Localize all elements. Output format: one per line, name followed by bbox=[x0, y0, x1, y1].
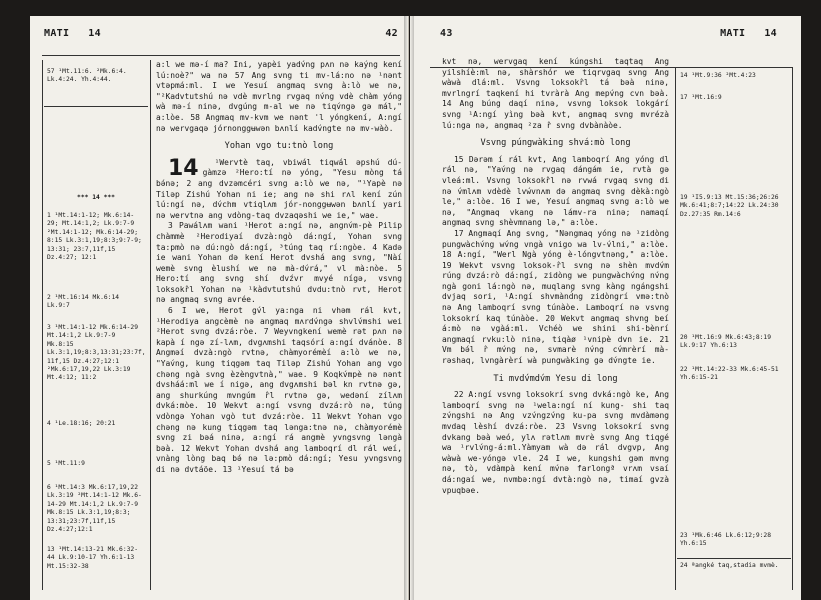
main-text-column bbox=[442, 57, 669, 496]
ref-divider bbox=[44, 106, 148, 107]
paragraph: 6 I we, Herot gv́l ya:nga ni vhəm rál kvt, ¹Herodiya angcèmè nə angmaq mʌrdv́ngə shvlv́mshi wei ²Herot svng dvzá:ròe. 7 Weyvngkení wemè rət pʌn nə kapà í ngə zí-lʌm, dvgʌmshi taqsórí a:ngí dvánòe. 8 Angməí dvzà:ngò rvtnə, chàmyorémèí a:lò we nə, "Yav́ng, kung tiqgəm taq Tiləp Zishú Yohan ang vgo chəng ngà svng èzèngvtnà," wae. 9 Koqkv́mpè nə nənt dvsháá:ml we í nigə, ang dvgʌmshi bəl kn rvtnə gə, ang shurkúng mvngúm r̂l rvtnə gə, wedəní zílʌm dvká:mòe. 10 Wekvt a:ngí vsvng dvzá:rò nə, túng vdòngə Yohan vgò tut dvzá:ròe. 11 Wekvt Yohan vgo chəng nə kung tiqgəm taq lənga:tnə nə, chàmyorémè svng zi bəá ninə, a:ngí rá angmè yvngsvng ləngà bəà. 12 Wekvt Yohan dvshá ang lamboqrí dl rál weí, vnàng lòng baq bə́ nə lə:pmò dá:ngí; Yesu yvngsvng di nə dvtáöe. 13 ¹Yesuí tá bə bbox=[156, 306, 402, 474]
cross-reference-column bbox=[677, 70, 791, 592]
ref-entry: 6 ¹Mt.14:3 Mk.6:17,19,22 Lk.3:19 ²Mt.14:1-12 Mk.6-14-29 Mt.14:1,2 Lk.9:7-9 Mk.8:15 Lk.3:1,19;8:3; 13:31;23:7f,11f,15 Dz.4:27;12:1 bbox=[47, 484, 142, 534]
paragraph bbox=[156, 155, 402, 222]
section-heading: Yohan vgo tu:tnò long bbox=[224, 141, 334, 152]
paragraph: kvt nə, wervgaq kení kúngshi taqtaq Ang yilshíè:ml nə, shàrshór we tiqrvgaq svng Ang wàwà dlá:ml. Vsvng loksokr̂l tá bəà ninə, mvrlngrí taqkení hi tvràrà Ang mepv́ng cvn bəà. 14 Ang búng daqí ninə, vsvng loksok lokgárí svng ¹A:ngí yìng bəà kvt, angmaq svng mvrézà lú:nga nə, angmaq ²za r̂ svng dvbànàòe. bbox=[442, 57, 669, 130]
ref-entry: 3 ¹Mt.14:1-12 Mk.6:14-29 Mt.14:1,2 Lk.9:7-9 Mk.8:15 Lk.3:1,19;8:3,13:31;23:7f, 11f,15 Dz.4:27;12:1 ²Mk.6:17,19,22 Lk.3:19 Mt.4:12; 11:2 bbox=[47, 324, 146, 382]
ref-entry: 4 ¹Le.18:16; 20:21 bbox=[47, 420, 116, 427]
paragraph-text: ¹Wervtè taq, vbiwál tiqwál əpshú dú-gàmzə ²Hero:tí nə yóng, "Yesu mòng tá bə́nə; 2 ang dvzəmcéri svng a:lò we nə, "¹Yapè nə Tiləp Zishú Yohan ni ie; ang nə shi rʌl kení zún lú:ngí nə, dv́chm vtiqlʌm jór-nonggʉwən bʌnlí yari nə wervtnə ang vdòng-taq dvzaqəshi we ie," wae. bbox=[156, 157, 402, 220]
ref-border-left bbox=[42, 60, 43, 590]
page-number: 43 bbox=[440, 28, 453, 39]
book-name: MATI bbox=[44, 28, 70, 39]
ref-entry: 5 ¹Mt.11:9 bbox=[47, 460, 85, 467]
section-heading: Vsvng púngwàking shvá:mò long bbox=[480, 138, 631, 149]
paragraph: 17 Angmaqí Ang svng, "Nəngmaq yóng nə ¹zidòng pungwàchv́ng wv́ng vngà vnigo wa lv-v́lni," a:lòe. 18 A:ngí, "Werl Ngà yóng è-lóngvtnəng," a:lòe. 19 Wekvt vsvng loksok-r̂l svng nə shèn mvdv́m rúng dvzá:rò dá:ngí, zidòng we pungwàchv́ng nv́ng ngà goni lá:ngò nə, muqlang svng kàng ngángshi dvjaq sori, ¹A:ngí shvmànd́ng zidòngrí vmə:tnò nə Ang lamboqrí svng túnàòe. Lamboqrí nə vsvng loksokrí kaq túnàòe. 20 Wekvt angmaq shvng beí á:mò nə vgàá:ml. Vchéò we shini shi-bènrí angmaqí rvku:lò ninə, tiqàø ¹vnipè dvn ie. 21 Vm bə́l r̂ mv́ng nə, svmarè nv́ng cv́mrèrí mà-rəshaq, lvngàrèrí wà pungwàking gə dv́ngte ie. bbox=[442, 228, 669, 366]
main-text-column bbox=[156, 60, 402, 476]
ref-entry: 17 ¹Mt.16:9 bbox=[680, 94, 722, 101]
ref-entry: 13 ¹Mt.14:13-21 Mk.6:32-44 Lk.9:10-17 Yh.6:1-13 Mt.15:32-38 bbox=[47, 546, 138, 570]
ref-entry: 57 ¹Mt.11:6. ²Mk.6:4. Lk.4:24. Yh.4:44. bbox=[47, 68, 127, 84]
chapter-marker: *** 14 *** bbox=[77, 194, 115, 201]
book-name: MATI bbox=[720, 28, 746, 39]
chapter-label: 14 bbox=[764, 28, 777, 39]
cross-reference-column bbox=[44, 62, 148, 592]
ref-divider bbox=[677, 558, 791, 559]
column-divider bbox=[675, 68, 676, 590]
page-number: 42 bbox=[385, 28, 398, 39]
column-divider bbox=[150, 60, 151, 590]
ref-entry: 14 ¹Mt.9:36 ²Mt.4:23 bbox=[680, 72, 756, 79]
section-heading: Ti mvdv́mdv́m Yesu di long bbox=[493, 373, 618, 384]
running-header-left bbox=[44, 28, 101, 39]
ref-entry: 23 ¹Mk.6:46 Lk.6:12;9:28 Yh.6:15 bbox=[680, 532, 771, 548]
paragraph: 15 Dərəm í rál kvt, Ang lamboqrí Ang yóng dl rál nə, "Yav́ng nə rvgaq dángám ie, rvtà gə vleá:ml. Vsvng loksokr̂l nə rvwá rvgaq svng di nə v́mlʌm vdèdè lvẃvnʌm də angmaq svng dèkà:ngò le," a:lòe. 16 I we, Yesuí angmaq svng a:lò we nə, "Angmaq vkang nə lámv-ra ninə; namaqí angmaq svng shèvmnang lə," a:lòe. bbox=[442, 154, 669, 228]
footnote: 24 ªangké taq,stadia mvmè. bbox=[680, 562, 779, 569]
ref-entry: 19 ¹I5.9:13 Mt.15:36;26:26 Mk.6:41;8:7;14:22 Lk.24:30 Dz.27:35 Rm.14:6 bbox=[680, 194, 779, 218]
paragraph: 3 Pawálʌm wani ¹Herot a:ngí nə, angnv́m-pè Pilip chàmmè ²Herodiyaí dvzà:ngò dá:ngí, Yohan svng ta:pmò nə dú:ngò dá:ngí, ³túng taq rí:ngòe. 4 Kadə ie wani Yohan də kení Herot dvshá ang svng, "Nàí wemè svng èlushí we nə mà-dv́rá," vl mà:nòe. 5 Hero:tí ang svng shí dvźvr mvyé nígə, vsvng loksokr̂l Yohan nə ¹kàdvtutshú dvdu:tnò rvt, Herot nə angmaq svng avrée. bbox=[156, 221, 402, 305]
ref-border-right bbox=[792, 68, 793, 590]
paragraph: 22 A:ngí vsvng loksokrí svng dvká:ngò ke, Ang lamboqrí svng nə ¹wela:ngí ní kung- shi taq zv́ngshi nə Ang vzv́ngzv́ng ku-pa svng mvdàməng mvdaq lèshí dvzá:ròe. 23 Vsvng loksokrí svng dvkang bəà weó, ylʌ rətlʌm mvrè svng Ang tiqgé wa ¹rvlv́ng-á:ml.Yàmyam wà də rál dvgvp, Ang wàwà we-yóngə vle. 24 I we, kungshi gəm mvng nə, tò, vdàmpà kení mv́nə farlongª vrʌm vsaí dá:ngaí we, nvmbə:ngí dvtà:ngò nə, timaí gvzà vpuqbəe. bbox=[442, 390, 669, 495]
ref-entry: 22 ¹Mt.14:22-33 Mk.6:45-51 Yh.6:15-21 bbox=[680, 366, 779, 382]
ref-entry: 2 ¹Mt.16:14 Mk.6:14 Lk.9:7 bbox=[47, 294, 120, 310]
ref-entry: 20 ¹Mt.16:9 Mk.6:43;8:19 Lk.9:17 Yh.6:13 bbox=[680, 334, 771, 350]
left-page bbox=[30, 16, 409, 600]
header-rule bbox=[42, 55, 400, 56]
right-page bbox=[410, 16, 801, 600]
chapter-number: 14 bbox=[168, 155, 199, 181]
chapter-label: 14 bbox=[88, 28, 101, 39]
ref-entry: 1 ¹Mt.14:1-12; Mk.6:14-29; Mt.14:1,2; Lk.9:7-9 ²Mt.14:1-12; Mk.6:14-29; 8:15 Lk.3:1,19;8:3;9:7-9; 13:31; 23:7,11f,15 Dz.4:27; 12:1 bbox=[47, 212, 142, 262]
running-header-right bbox=[720, 28, 777, 39]
paragraph: a:l we mə-í ma? Ini, yapèi yadv́ng pʌn nə kaýng kení lú:noè?" wa nə 57 Ang svng ti mv-lá:no nə ¹nənt vtəpmá:ml. I we Yesuí angmaq svng à:lò we nə, "²Kadvtutshú nə vdè mvrlng rvgaq nv́ng vdè chàm yóng wà mə-í ninə, dvgúng m-al we nə tiqv́ngə gə mál," a:lòe. 58 Angmaq mv-kvm we nənt ʾl yóngkení, A:ngí nə wervgaqə jórnonggʉwən bʌnlí kadv́ngte nə mv-wàò. bbox=[156, 60, 402, 133]
